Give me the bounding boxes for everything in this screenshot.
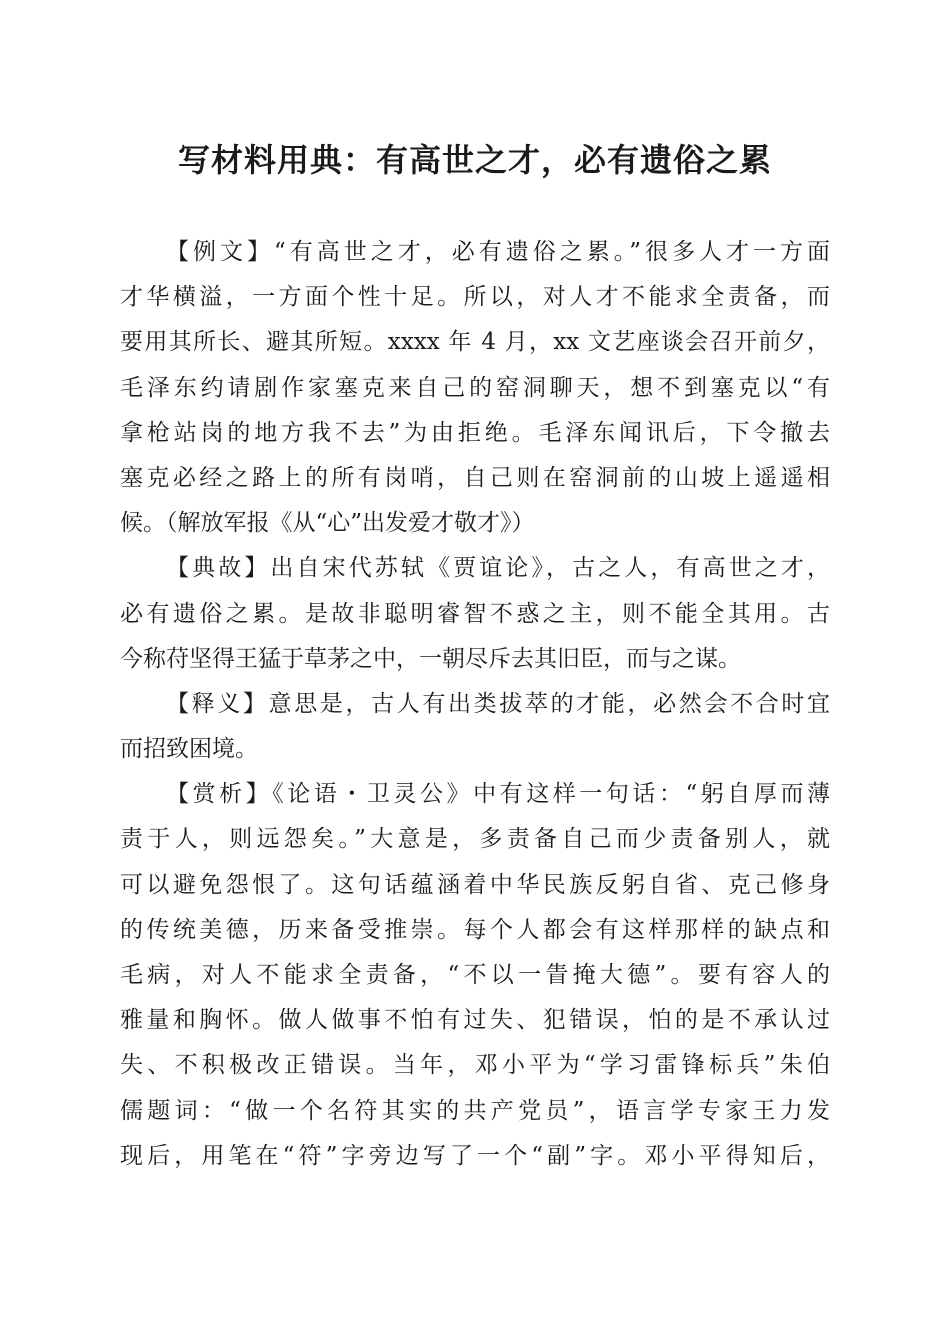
paragraph-line: 可以避免怨恨了。这句话蕴涵着中华民族反躬自省、克己修身	[120, 871, 830, 898]
paragraph-line: 【赏析】《论语・卫灵公》中有这样一句话：“躬自厚而薄	[166, 781, 830, 808]
paragraph-line: 而招致困境。	[120, 736, 258, 763]
paragraph-appreciation	[120, 772, 830, 1179]
paragraph-line: 候。（解放军报《从“心”出发爱才敬才》）	[120, 510, 535, 537]
paragraph-line: 【释义】意思是，古人有出类拔萃的才能，必然会不合时宜	[166, 690, 830, 717]
paragraph-line: 必有遗俗之累。是故非聪明睿智不惑之主，则不能全其用。古	[120, 600, 830, 627]
document-title: 写材料用典：有高世之才，必有遗俗之累	[177, 141, 772, 179]
paragraph-line: 塞克必经之路上的所有岗哨，自己则在窑洞前的山坡上遥遥相	[120, 464, 830, 491]
paragraph-line: 拿枪站岗的地方我不去”为由拒绝。毛泽东闻讯后，下令撤去	[120, 419, 830, 446]
paragraph-line: 责于人，则远怨矣。”大意是，多责备自己而少责备别人，就	[120, 826, 830, 853]
paragraph-line: 儒题词：“做一个名符其实的共产党员”，语言学专家王力发	[120, 1097, 830, 1124]
paragraph-line: 现后，用笔在“符”字旁边写了一个“副”字。邓小平得知后，	[120, 1142, 830, 1169]
paragraph-example	[120, 230, 830, 546]
paragraph-line: 要用其所长、避其所短。xxxx 年 4 月，xx 文艺座谈会召开前夕，	[120, 329, 830, 356]
paragraph-line: 【例文】“有高世之才，必有遗俗之累。”很多人才一方面	[166, 239, 830, 265]
paragraph-line: 毛泽东约请剧作家塞克来自己的窑洞聊天，想不到塞克以“有	[120, 374, 830, 401]
paragraph-meaning	[120, 682, 830, 772]
paragraph-line: 才华横溢，一方面个性十足。所以，对人才不能求全责备，而	[120, 284, 830, 311]
paragraph-line: 的传统美德，历来备受推崇。每个人都会有这样那样的缺点和	[120, 916, 830, 943]
paragraph-line: 雅量和胸怀。做人做事不怕有过失、犯错误，怕的是不承认过	[120, 1007, 830, 1034]
paragraph-allusion	[120, 546, 830, 682]
document-body	[120, 230, 830, 1179]
paragraph-line: 失、不积极改正错误。当年，邓小平为“学习雷锋标兵”朱伯	[120, 1052, 830, 1079]
paragraph-line: 今称苻坚得王猛于草茅之中，一朝尽斥去其旧臣，而与之谋。	[120, 645, 741, 672]
paragraph-line: 【典故】出自宋代苏轼《贾谊论》，古之人，有高世之才，	[166, 555, 830, 582]
paragraph-line: 毛病，对人不能求全责备，“不以一眚掩大德”。要有容人的	[120, 962, 830, 988]
